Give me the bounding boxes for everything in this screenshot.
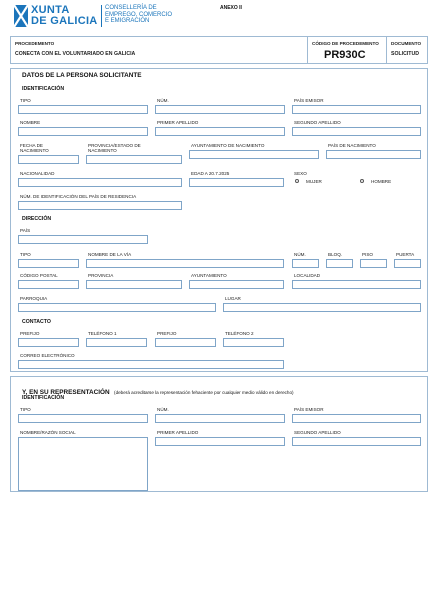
rep-razon-social-label: NOMBRE/RAZÓN SOCIAL	[20, 430, 76, 435]
procedure-name: CONECTA CON EL VOLUNTARIADO EN GALICIA	[15, 51, 136, 57]
ayto-nac-field[interactable]	[189, 150, 319, 159]
telefono2-field[interactable]	[223, 338, 284, 347]
localidad-label: LOCALIDAD	[294, 273, 321, 278]
fecha-nac-field[interactable]	[18, 155, 79, 164]
nombre-label: NOMBRE	[20, 120, 41, 125]
prefijo1-field[interactable]	[18, 338, 79, 347]
parroquia-field[interactable]	[18, 303, 216, 312]
rep-tipo-label: TIPO	[20, 407, 31, 412]
pais-nac-field[interactable]	[326, 150, 421, 159]
pais-emisor-label: PAÍS EMISOR	[294, 98, 324, 103]
ayuntamiento-label: AYUNTAMIENTO	[191, 273, 227, 278]
nombre-field[interactable]	[18, 127, 148, 136]
rep-ident-heading: IDENTIFICACIÓN	[22, 395, 65, 401]
tipo-label: TIPO	[20, 98, 31, 103]
annex-label: ANEXO II	[220, 5, 242, 11]
num-ident-pais-field[interactable]	[18, 201, 182, 210]
rep-segundo-apellido-field[interactable]	[292, 437, 421, 446]
edad-label: EDAD A 20.7.2025	[191, 171, 230, 176]
provincia-label: PROVINCIA	[88, 273, 114, 278]
nacionalidad-label: NACIONALIDAD	[20, 171, 55, 176]
prefijo2-field[interactable]	[155, 338, 216, 347]
lugar-field[interactable]	[223, 303, 421, 312]
segundo-apellido-label: SEGUNDO APELLIDO	[294, 120, 341, 125]
num-field[interactable]	[155, 105, 285, 114]
address-heading: DIRECCIÓN	[22, 216, 52, 222]
primer-apellido-field[interactable]	[155, 127, 285, 136]
mujer-radio[interactable]	[295, 179, 299, 183]
hombre-label: HOMBRE	[371, 179, 392, 184]
codigo-postal-field[interactable]	[18, 280, 79, 289]
piso-label: PISO	[362, 252, 373, 257]
rep-primer-apellido-label: PRIMER APELLIDO	[157, 430, 199, 435]
ayuntamiento-field[interactable]	[189, 280, 284, 289]
contact-heading: CONTACTO	[22, 319, 51, 325]
document-label: DOCUMENTO	[391, 41, 422, 46]
rep-primer-apellido-field[interactable]	[155, 437, 285, 446]
dept-line1: CONSELLERÍA DE	[105, 5, 157, 11]
prov-estado-label: PROVINCIA/ESTADO DE NACIMIENTO	[88, 143, 141, 153]
fecha-nac-label: FECHA DE NACIMIENTO	[20, 143, 49, 153]
piso-field[interactable]	[360, 259, 387, 268]
dept-line3: E EMIGRACIÓN	[105, 18, 150, 25]
department-name	[105, 5, 172, 25]
num-via-label: NÚM.	[294, 252, 306, 257]
xunta-logo	[14, 4, 98, 28]
header-divider	[101, 5, 102, 27]
document-value: SOLICITUD	[391, 51, 419, 57]
prefijo2-label: PREFIJO	[157, 331, 177, 336]
tipo-field[interactable]	[18, 105, 148, 114]
email-field[interactable]	[18, 360, 284, 369]
mujer-label: MUJER	[306, 179, 322, 184]
rep-pais-emisor-label: PAÍS EMISOR	[294, 407, 324, 412]
rep-tipo-field[interactable]	[18, 414, 148, 423]
prefijo1-label: PREFIJO	[20, 331, 40, 336]
ident-heading: IDENTIFICACIÓN	[22, 86, 65, 92]
prov-estado-field[interactable]	[86, 155, 182, 164]
applicant-title: DATOS DE LA PERSONA SOLICITANTE	[22, 72, 142, 79]
logo-line1: XUNTA	[31, 4, 70, 16]
sexo-label: SEXO	[294, 171, 307, 176]
dept-line2: EMPREGO, COMERCIO	[105, 11, 173, 18]
pais-label: PAÍS	[20, 228, 31, 233]
procedure-code-label: CÓDIGO DE PROCEDEMENTO	[312, 41, 379, 46]
rep-segundo-apellido-label: SEGUNDO APELLIDO	[294, 430, 341, 435]
parroquia-label: PARROQUIA	[20, 296, 48, 301]
pais-nac-label: PAÍS DE NACIMIENTO	[328, 143, 376, 148]
representation-note: (deberá acreditarse la representación fehaciente por cualquier medio válido en derecho)	[114, 390, 294, 395]
bloq-label: BLOQ.	[328, 252, 343, 257]
localidad-field[interactable]	[292, 280, 421, 289]
bloq-field[interactable]	[326, 259, 353, 268]
rep-num-field[interactable]	[155, 414, 285, 423]
num-ident-pais-label: NÚM. DE IDENTIFICACIÓN DEL PAÍS DE RESIDENCIA	[20, 194, 137, 199]
xunta-emblem-icon	[14, 5, 28, 27]
lugar-label: LUGAR	[225, 296, 241, 301]
pais-field[interactable]	[18, 235, 148, 244]
puerta-label: PUERTA	[396, 252, 415, 257]
representation-title: Y, EN SU REPRESENTACIÓN	[22, 389, 110, 396]
tipo-via-label: TIPO	[20, 252, 31, 257]
rep-num-label: NÚM.	[157, 407, 169, 412]
nacionalidad-field[interactable]	[18, 178, 182, 187]
edad-field[interactable]	[189, 178, 284, 187]
num-label: NÚM.	[157, 98, 169, 103]
pais-emisor-field[interactable]	[292, 105, 421, 114]
procedure-code: PR930C	[324, 49, 366, 61]
procedure-label: PROCEDEMENTO	[15, 41, 55, 46]
provincia-field[interactable]	[86, 280, 182, 289]
num-via-field[interactable]	[292, 259, 319, 268]
logo-line2: DE GALICIA	[31, 15, 98, 27]
nombre-via-field[interactable]	[86, 259, 284, 268]
primer-apellido-label: PRIMER APELLIDO	[157, 120, 199, 125]
rep-pais-emisor-field[interactable]	[292, 414, 421, 423]
hombre-radio[interactable]	[360, 179, 364, 183]
email-label: CORREO ELECTRÓNICO	[20, 353, 75, 358]
codigo-postal-label: CÓDIGO POSTAL	[20, 273, 58, 278]
segundo-apellido-field[interactable]	[292, 127, 421, 136]
telefono2-label: TELÉFONO 2	[225, 331, 254, 336]
telefono1-label: TELÉFONO 1	[88, 331, 117, 336]
tipo-via-field[interactable]	[18, 259, 79, 268]
nombre-via-label: NOMBRE DE LA VÍA	[88, 252, 132, 257]
ayto-nac-label: AYUNTAMIENTO DE NACIMIENTO	[191, 143, 265, 148]
rep-razon-social-field[interactable]	[18, 437, 148, 491]
puerta-field[interactable]	[394, 259, 421, 268]
telefono1-field[interactable]	[86, 338, 147, 347]
